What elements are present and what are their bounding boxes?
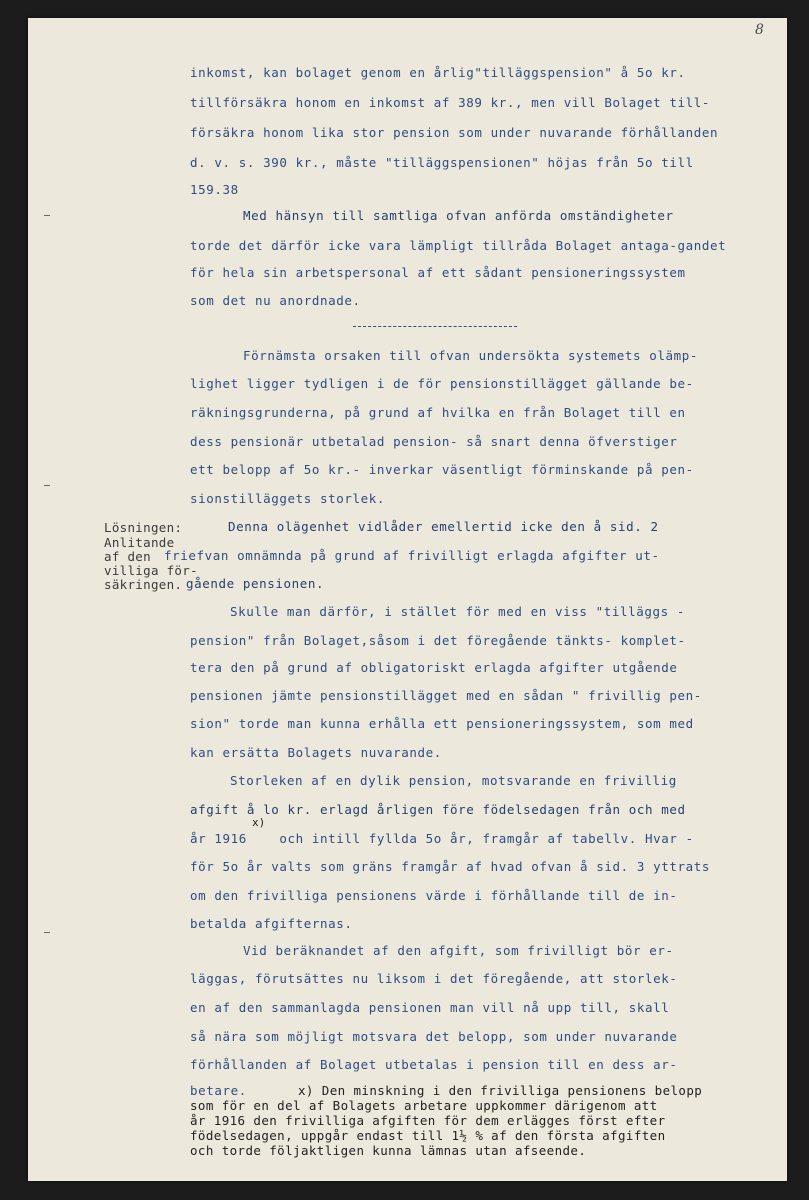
text-line: inkomst, kan bolaget genom en årlig"tilläggspension" å 5o kr. — [190, 65, 686, 80]
text-line: ett belopp af 5o kr.- inverkar väsentligt förminskande på pen- — [190, 462, 694, 477]
text-line: sionstilläggets storlek. — [190, 491, 386, 506]
margin-note-line: Lösningen: — [104, 520, 183, 535]
text-line: lighet ligger tydligen i de för pensionstillägget gällande be- — [190, 376, 694, 391]
text-line: Förnämsta orsaken till ofvan undersökta systemets olämp- — [243, 348, 699, 363]
margin-note-line: säkringen. — [104, 577, 183, 592]
text-line: d. v. s. 390 kr., måste "tilläggspensionen" höjas från 5o till — [190, 155, 694, 170]
text-line: Vid beräknandet af den afgift, som frivilligt bör er- — [243, 943, 674, 958]
text-line: en af den sammanlagda pensionen man vill nå upp till, skall — [190, 1000, 670, 1015]
footnote-line: år 1916 den frivilliga afgiften för dem erlägges först efter — [190, 1113, 666, 1128]
text-line: gående pensionen. — [186, 576, 325, 591]
text-line: för hela sin arbetspersonal af ett sådant pensioneringssystem — [190, 265, 686, 280]
text-line: friefvan omnämnda på grund af frivilligt erlagda afgifter ut- — [164, 548, 660, 563]
text-line: Storleken af en dylik pension, motsvarande en frivillig — [230, 773, 677, 788]
footnote-line: som för en del af Bolagets arbetare uppkommer därigenom att — [190, 1098, 658, 1113]
text-line: om den frivilliga pensionens värde i förhållande till de in- — [190, 888, 678, 903]
footnote-marker: x) — [252, 816, 266, 829]
text-line: betare. — [190, 1083, 247, 1098]
footnote-line: och torde följaktligen kunna lämnas utan afseende. — [190, 1143, 587, 1158]
margin-mark — [44, 215, 50, 216]
text-line: Med hänsyn till samtliga ofvan anförda omständigheter — [243, 208, 674, 223]
text-line: pension" från Bolaget,såsom i det föregående tänkts- komplet- — [190, 633, 686, 648]
text-line: som det nu anordnade. — [190, 293, 361, 308]
text-line: tera den på grund af obligatoriskt erlagda afgifter utgående — [190, 660, 678, 675]
margin-mark — [44, 485, 50, 486]
text-line: sion" torde man kunna erhålla ett pensioneringssystem, som med — [190, 716, 694, 731]
text-line: dess pensionär utbetalad pension- så snart denna öfverstiger — [190, 434, 678, 449]
text-line: läggas, förutsättes nu liksom i det föregående, att storlek- — [190, 971, 678, 986]
text-line: förhållanden af Bolaget utbetalas i pension till en dess ar- — [190, 1057, 678, 1072]
text-line: Skulle man därför, i stället för med en viss "tilläggs - — [230, 604, 686, 619]
footnote-line: x) Den minskning i den frivilliga pensionens belopp — [298, 1083, 703, 1098]
text-line: försäkra honom lika stor pension som under nuvarande förhållanden — [190, 125, 719, 140]
margin-note-line: villiga för- — [104, 563, 198, 578]
text-line: tillförsäkra honom en inkomst af 389 kr., men vill Bolaget till- — [190, 95, 711, 110]
margin-note-line: af den — [104, 549, 151, 564]
section-separator — [353, 326, 517, 327]
text-line: så nära som möjligt motsvara det belopp, som under nuvarande — [190, 1029, 678, 1044]
text-line: pensionen jämte pensionstillägget med en sådan " frivillig pen- — [190, 688, 702, 703]
text-line: räkningsgrunderna, på grund af hvilka en från Bolaget till en — [190, 405, 686, 420]
footnote-line: födelsedagen, uppgår endast till 1½ % af den första afgiften — [190, 1128, 666, 1143]
text-line: för 5o år valts som gräns framgår af hvad ofvan å sid. 3 yttrats — [190, 859, 711, 874]
text-line: betalda afgifternas. — [190, 916, 353, 931]
text-line: afgift å lo kr. erlagd årligen före födelsedagen från och med — [190, 802, 686, 817]
margin-note-line: Anlitande — [104, 535, 175, 550]
text-line: kan ersätta Bolagets nuvarande. — [190, 745, 442, 760]
text-line: år 1916 och intill fyllda 5o år, framgår af tabellv. Hvar - — [190, 831, 694, 846]
text-line: 159.38 — [190, 182, 239, 197]
page-number: 8 — [755, 22, 764, 38]
margin-mark — [44, 932, 50, 933]
text-line: Denna olägenhet vidlåder emellertid icke den å sid. 2 — [228, 519, 659, 534]
text-line: torde det därför icke vara lämpligt tillråda Bolaget antaga-gandet — [190, 238, 727, 253]
